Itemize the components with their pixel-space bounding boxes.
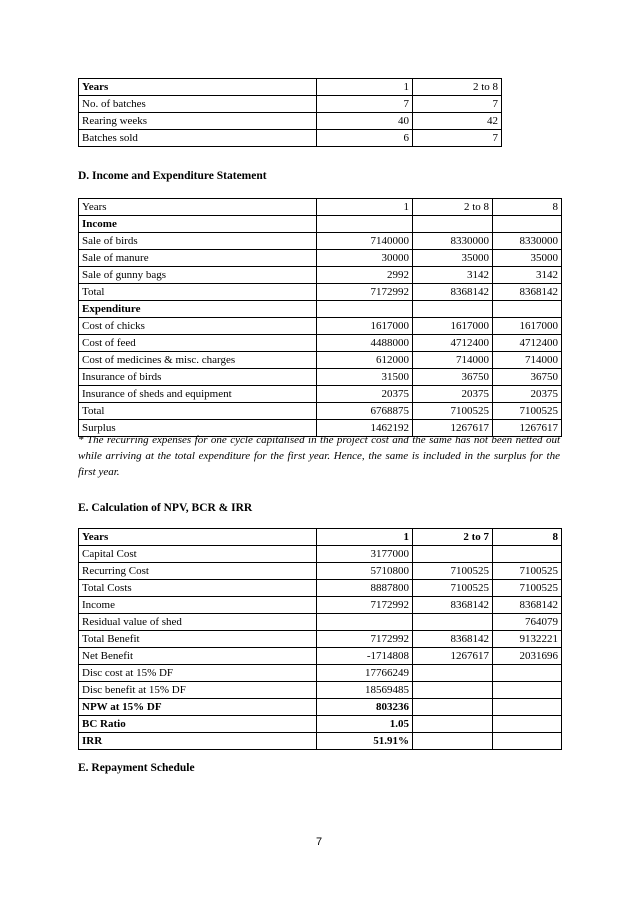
cell: 3142	[493, 267, 562, 284]
cell: 5710800	[317, 563, 413, 580]
cell: 7172992	[317, 597, 413, 614]
cell: 612000	[317, 352, 413, 369]
table-row	[79, 648, 562, 665]
cell: 8887800	[317, 580, 413, 597]
cell	[413, 733, 493, 750]
cell: 764079	[493, 614, 562, 631]
table-row	[79, 733, 562, 750]
cell	[493, 733, 562, 750]
cell: 30000	[317, 250, 413, 267]
cell: 7100525	[413, 580, 493, 597]
table-row	[79, 352, 562, 369]
table-row	[79, 369, 562, 386]
row-label: NPW at 15% DF	[79, 699, 317, 716]
cell: 1617000	[493, 318, 562, 335]
header-cell: 1	[317, 529, 413, 546]
cell: 714000	[493, 352, 562, 369]
cell	[493, 682, 562, 699]
cell: 42	[413, 113, 502, 130]
row-label: Insurance of birds	[79, 369, 317, 386]
cell	[493, 699, 562, 716]
cell: 714000	[413, 352, 493, 369]
cell: 7	[413, 130, 502, 147]
table-row	[79, 284, 562, 301]
footnote: * The recurring expenses for one cycle capitalised in the project cost and the same has not been netted out while arriving at the total expenditure for the first year. Hence, the same is included in the surplus for the first year.	[78, 434, 560, 478]
cell: 7	[317, 96, 413, 113]
cell: 8368142	[413, 631, 493, 648]
header-cell: 8	[493, 529, 562, 546]
cell: 7100525	[493, 403, 562, 420]
table-row	[79, 318, 562, 335]
row-label: Capital Cost	[79, 546, 317, 563]
cell: 36750	[493, 369, 562, 386]
cell: 4712400	[493, 335, 562, 352]
cell: 18569485	[317, 682, 413, 699]
header-cell: Years	[79, 79, 317, 96]
cell: 7100525	[493, 563, 562, 580]
row-label: Disc benefit at 15% DF	[79, 682, 317, 699]
row-label: Cost of chicks	[79, 318, 317, 335]
table-row	[79, 631, 562, 648]
row-label: Total Benefit	[79, 631, 317, 648]
cell: 7140000	[317, 233, 413, 250]
row-label: Surplus	[79, 420, 317, 437]
cell: -1714808	[317, 648, 413, 665]
row-label: Sale of birds	[79, 233, 317, 250]
cell	[413, 716, 493, 733]
header-cell: 8	[493, 199, 562, 216]
cell: 35000	[413, 250, 493, 267]
cell: 20375	[317, 386, 413, 403]
cell: 1267617	[493, 420, 562, 437]
row-label: Net Benefit	[79, 648, 317, 665]
cell: 7172992	[317, 284, 413, 301]
table-row	[79, 199, 562, 216]
row-label: Batches sold	[79, 130, 317, 147]
cell: 1617000	[413, 318, 493, 335]
row-label: Total Costs	[79, 580, 317, 597]
cell: 51.91%	[317, 733, 413, 750]
cell: 1267617	[413, 420, 493, 437]
cell: 8368142	[413, 284, 493, 301]
row-label: BC Ratio	[79, 716, 317, 733]
cell: 3142	[413, 267, 493, 284]
cell: 8368142	[493, 597, 562, 614]
table-row	[79, 665, 562, 682]
cell: 6	[317, 130, 413, 147]
table-row	[79, 614, 562, 631]
cell: 20375	[413, 386, 493, 403]
cell: 1617000	[317, 318, 413, 335]
table-row	[79, 301, 562, 318]
row-label: Income	[79, 597, 317, 614]
table-row	[79, 529, 562, 546]
cell: 1462192	[317, 420, 413, 437]
cell	[413, 682, 493, 699]
cell: 8368142	[413, 597, 493, 614]
header-cell: Years	[79, 529, 317, 546]
cell: 7	[413, 96, 502, 113]
cell: 36750	[413, 369, 493, 386]
income-expenditure-table	[78, 198, 562, 437]
table-row	[79, 233, 562, 250]
table-row	[79, 546, 562, 563]
row-label: Cost of feed	[79, 335, 317, 352]
npv-table	[78, 528, 562, 750]
cell	[413, 614, 493, 631]
cell: 6768875	[317, 403, 413, 420]
header-cell: 1	[317, 199, 413, 216]
table-row	[79, 96, 502, 113]
cell: 2031696	[493, 648, 562, 665]
cell: 1267617	[413, 648, 493, 665]
cell: 1.05	[317, 716, 413, 733]
row-label: No. of batches	[79, 96, 317, 113]
row-label: Total	[79, 403, 317, 420]
page-number: 7	[315, 836, 323, 848]
header-cell: 2 to 8	[413, 199, 493, 216]
cell	[493, 716, 562, 733]
cell: 8368142	[493, 284, 562, 301]
row-label: IRR	[79, 733, 317, 750]
row-label: Sale of gunny bags	[79, 267, 317, 284]
cell	[493, 546, 562, 563]
row-label: Disc cost at 15% DF	[79, 665, 317, 682]
table-row	[79, 335, 562, 352]
table-row	[79, 250, 562, 267]
table-row	[79, 79, 502, 96]
table-row	[79, 130, 502, 147]
cell: 8330000	[493, 233, 562, 250]
table-row	[79, 716, 562, 733]
row-label: Insurance of sheds and equipment	[79, 386, 317, 403]
cell	[317, 614, 413, 631]
table-row	[79, 580, 562, 597]
row-label: Residual value of shed	[79, 614, 317, 631]
table-row	[79, 113, 502, 130]
row-label: Cost of medicines & misc. charges	[79, 352, 317, 369]
table-row	[79, 267, 562, 284]
table-row	[79, 563, 562, 580]
table-row	[79, 386, 562, 403]
cell: 9132221	[493, 631, 562, 648]
cell	[413, 699, 493, 716]
section-e2-title: E. Repayment Schedule	[78, 762, 195, 774]
cell: 35000	[493, 250, 562, 267]
table-row	[79, 597, 562, 614]
row-label: Rearing weeks	[79, 113, 317, 130]
cell: 4488000	[317, 335, 413, 352]
header-cell: 1	[317, 79, 413, 96]
cell	[493, 665, 562, 682]
cell: 803236	[317, 699, 413, 716]
cell: 8330000	[413, 233, 493, 250]
cell: 20375	[493, 386, 562, 403]
batches-table	[78, 78, 502, 147]
row-label: Total	[79, 284, 317, 301]
cell	[413, 546, 493, 563]
header-cell: 2 to 7	[413, 529, 493, 546]
header-cell: Years	[79, 199, 317, 216]
income-label: Income	[79, 216, 317, 233]
table-row	[79, 216, 562, 233]
cell: 7100525	[493, 580, 562, 597]
cell: 7100525	[413, 563, 493, 580]
cell: 3177000	[317, 546, 413, 563]
row-label: Recurring Cost	[79, 563, 317, 580]
cell	[413, 665, 493, 682]
cell: 4712400	[413, 335, 493, 352]
header-cell: 2 to 8	[413, 79, 502, 96]
cell: 7172992	[317, 631, 413, 648]
section-e-title: E. Calculation of NPV, BCR & IRR	[78, 502, 253, 514]
cell: 31500	[317, 369, 413, 386]
cell: 17766249	[317, 665, 413, 682]
row-label: Sale of manure	[79, 250, 317, 267]
table-row	[79, 699, 562, 716]
expenditure-label: Expenditure	[79, 301, 317, 318]
table-row	[79, 403, 562, 420]
cell: 2992	[317, 267, 413, 284]
table-row	[79, 682, 562, 699]
cell: 40	[317, 113, 413, 130]
section-d-title: D. Income and Expenditure Statement	[78, 170, 267, 182]
cell: 7100525	[413, 403, 493, 420]
